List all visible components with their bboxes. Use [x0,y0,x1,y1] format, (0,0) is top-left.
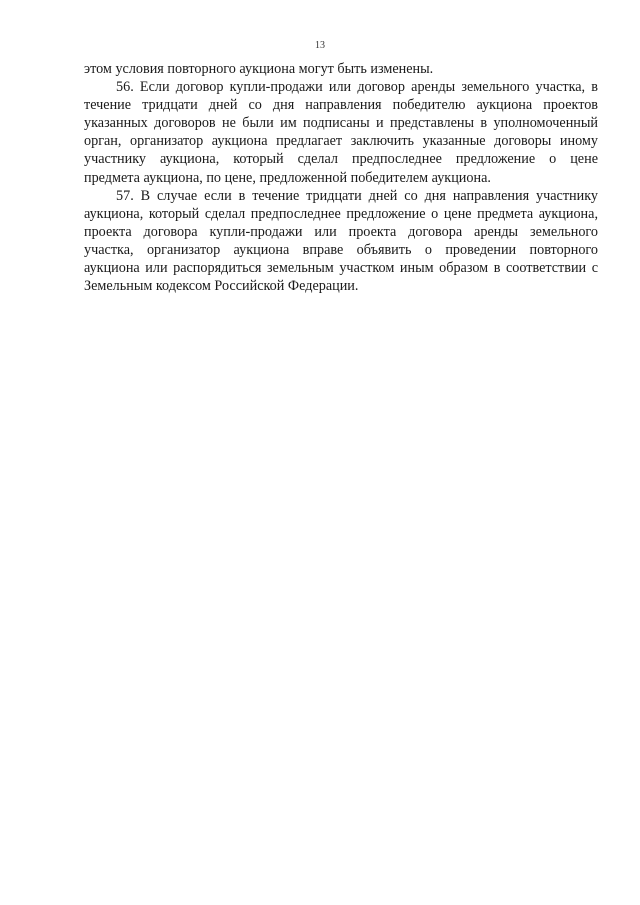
paragraph-56 [84,78,598,187]
text-line: 57. В случае если в течение тридцати дней со дня направления участнику [116,187,598,204]
text-line: указанных договоров не были им подписаны и представлены в уполномоченный [84,115,598,132]
text-line: участнику аукциона, который сделал предпоследнее предложение о цене [84,151,598,168]
text-line: течение тридцати дней со дня направления победителю аукциона проектов [84,97,598,114]
text-line: Земельным кодексом Российской Федерации. [84,278,359,295]
text-line: проекта договора купли-продажи или проекта договора аренды земельного [84,223,598,240]
page-number: 13 [315,40,325,51]
text-line: орган, организатор аукциона предлагает заключить указанные договоры иному [84,133,598,150]
text-line: предмета аукциона, по цене, предложенной победителем аукциона. [84,169,491,186]
document-body [84,60,598,295]
text-line: 56. Если договор купли-продажи или договор аренды земельного участка, в [116,79,598,96]
text-line: участка, организатор аукциона вправе объявить о проведении повторного [84,241,598,258]
text-line: аукциона, который сделал предпоследнее предложение о цене предмета аукциона, [84,205,598,222]
paragraph-57 [84,187,598,296]
paragraph-continuation [84,60,598,78]
text-line: аукциона или распорядиться земельным участком иным образом в соответствии с [84,260,598,277]
text-line: этом условия повторного аукциона могут быть изменены. [84,61,434,77]
